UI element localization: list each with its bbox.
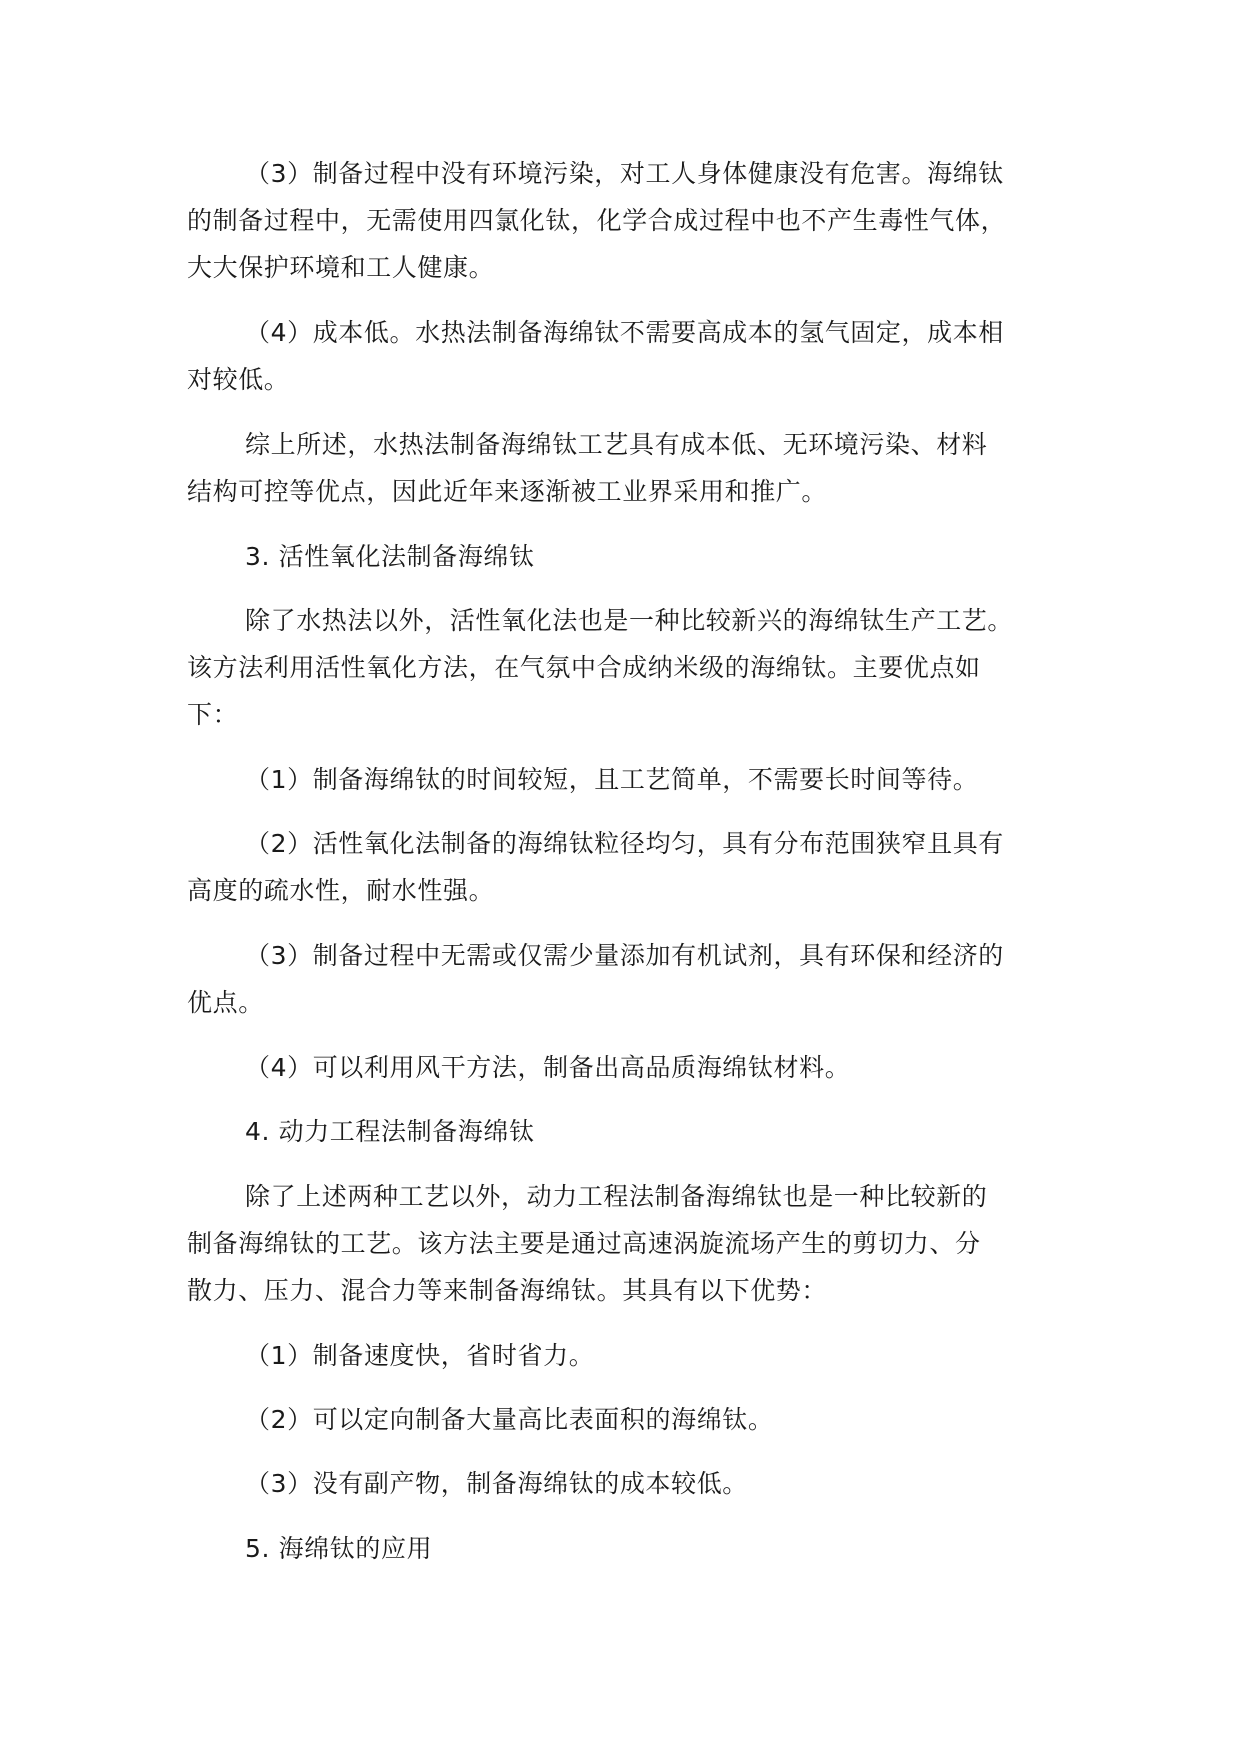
paragraph-line: （1）制备速度快，省时省力。 (245, 1341, 595, 1370)
paragraph-line: （4）可以利用风干方法，制备出高品质海绵钛材料。 (245, 1053, 851, 1082)
paragraph-line: 除了上述两种工艺以外，动力工程法制备海绵钛也是一种比较新的 (245, 1182, 988, 1211)
paragraph-line: （3）制备过程中无需或仅需少量添加有机试剂，具有环保和经济的 (245, 941, 1004, 970)
paragraph-line: 的制备过程中，无需使用四氯化钛，化学合成过程中也不产生毒性气体， (187, 206, 1007, 235)
paragraph-line: 该方法利用活性氧化方法，在气氛中合成纳米级的海绵钛。主要优点如 (187, 653, 981, 682)
paragraph-line: 大大保护环境和工人健康。 (187, 253, 495, 282)
paragraph-line: （2）可以定向制备大量高比表面积的海绵钛。 (245, 1405, 774, 1434)
section-heading: 3. 活性氧化法制备海绵钛 (245, 542, 535, 571)
paragraph-line: 下： (187, 700, 239, 729)
paragraph-line: 对较低。 (187, 365, 290, 394)
paragraph-line: （1）制备海绵钛的时间较短，且工艺简单，不需要长时间等待。 (245, 765, 979, 794)
paragraph-line: 优点。 (187, 988, 264, 1017)
paragraph-line: 散力、压力、混合力等来制备海绵钛。其具有以下优势： (187, 1276, 828, 1305)
paragraph-line: 综上所述，水热法制备海绵钛工艺具有成本低、无环境污染、材料 (245, 430, 988, 459)
section-heading: 5. 海绵钛的应用 (245, 1534, 433, 1563)
paragraph-line: （4）成本低。水热法制备海绵钛不需要高成本的氢气固定，成本相 (245, 318, 1004, 347)
paragraph-line: 除了水热法以外，活性氧化法也是一种比较新兴的海绵钛生产工艺。 (245, 606, 1014, 635)
paragraph-line: 制备海绵钛的工艺。该方法主要是通过高速涡旋流场产生的剪切力、分 (187, 1229, 981, 1258)
paragraph-line: （2）活性氧化法制备的海绵钛粒径均匀，具有分布范围狭窄且具有 (245, 829, 1004, 858)
paragraph-line: 结构可控等优点，因此近年来逐渐被工业界采用和推广。 (187, 477, 828, 506)
paragraph-line: 高度的疏水性，耐水性强。 (187, 876, 495, 905)
section-heading: 4. 动力工程法制备海绵钛 (245, 1117, 535, 1146)
paragraph-line: （3）制备过程中没有环境污染，对工人身体健康没有危害。海绵钛 (245, 159, 1004, 188)
paragraph-line: （3）没有副产物，制备海绵钛的成本较低。 (245, 1469, 748, 1498)
